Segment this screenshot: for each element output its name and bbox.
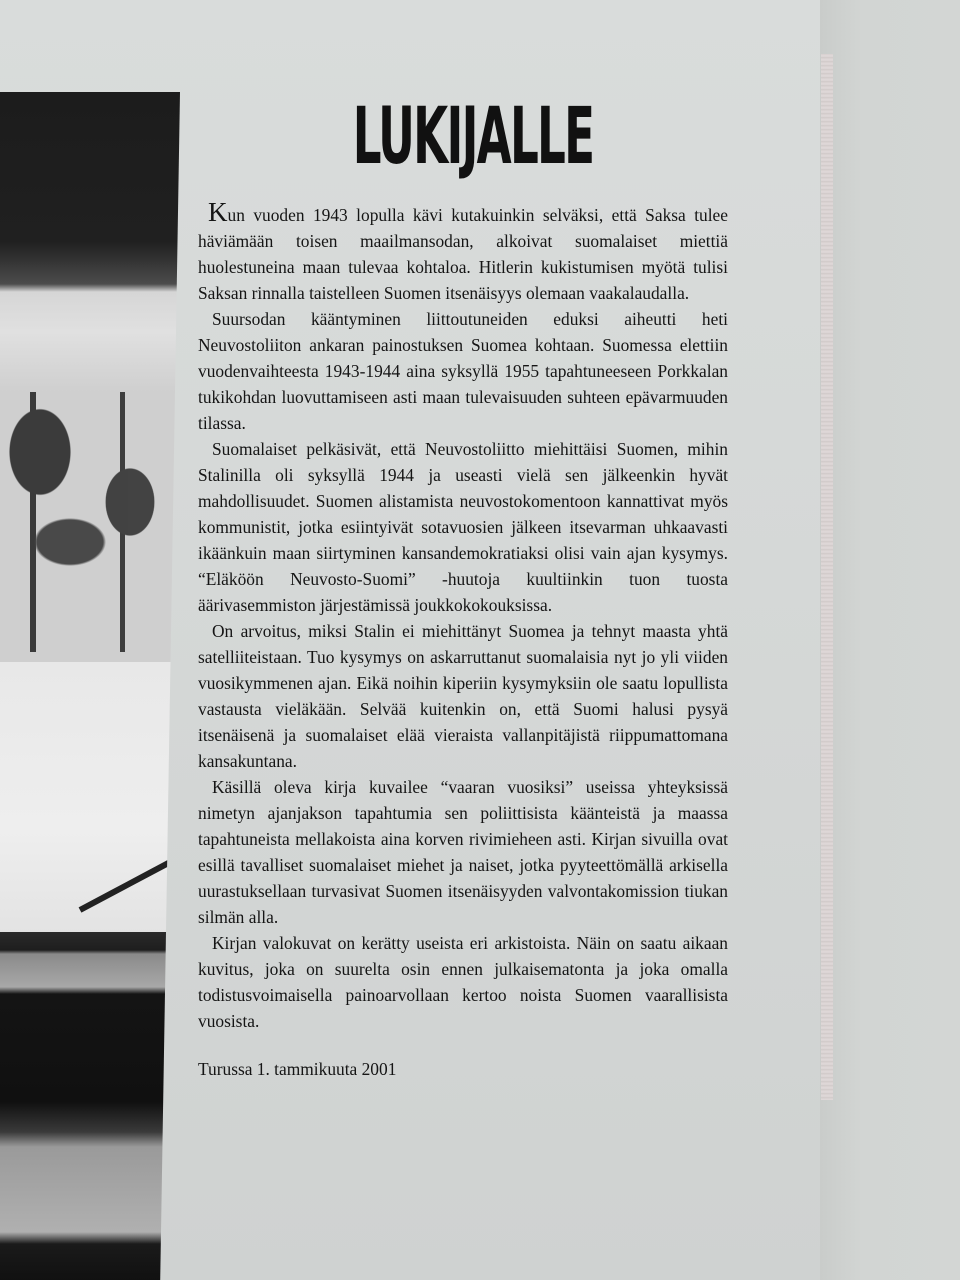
paragraph-6: Kirjan valokuvat on kerätty useista eri arkistoista. Näin on saatu aikaan kuvitus, joka on suurelta osin ennen julkaisematonta ja joka omalla todistusvoimaisella painoarvollaan kertoo noista Suomen vaarallisista vuosista. (198, 933, 728, 1031)
black-and-white-photo (0, 92, 180, 1280)
paragraph-3: Suomalaiset pelkäsivät, että Neuvostoliitto miehittäisi Suomen, mihin Stalinilla oli syksyllä 1944 ja useasti vielä sen jälkeenkin hyvät mahdollisuudet. Suomen alistamista neuvostokomentoon kannattivat myös kommunistit, jotka esiintyivät sotavuosien jälkeen itsevarman uhkaavasti ikäänkuin maan siirtyminen kansandemokratiaksi olisi vain ajan kysymys. “Eläköön Neuvosto-Suomi” -huutoja kuultiinkin tuon tuosta äärivasemmiston järjestämissä joukkokokouksissa. (198, 439, 728, 615)
background-surface (820, 0, 960, 1280)
page-stack-edge (821, 54, 833, 1100)
signature-line: Turussa 1. tammikuuta 2001 (198, 1059, 397, 1079)
page-title: LUKIJALLE (352, 92, 594, 182)
paragraph-text: un vuoden 1943 lopulla kävi kutakuinkin selväksi, että Saksa tulee häviämään toisen maailmansodan, alkoivat suomalaiset miettiä huolestuneina maan tulevaa kohtaloa. Hitlerin kukistumisen myötä tulisi Saksan rinnalla taistelleen Suomen itsenäisyys olemaan vaakalaudalla. (198, 205, 728, 303)
paragraph-4: On arvoitus, miksi Stalin ei miehittänyt Suomea ja tehnyt maasta yhtä satelliiteistaan. Tuo kysymys on askarruttanut suomalaisia nyt jo yli viiden vuosikymmenen ajan. Eikä noihin kiperiin kysymyksiin ole saatu lopullista vastausta vieläkään. Selvää kuitenkin on, että Suomi halusi pysyä itsenäisenä ja suomalaiset elää vieraista vallanpitäjistä riippumattomana kansakuntana. (198, 621, 728, 771)
drop-cap: K (208, 197, 228, 227)
photo-trees (0, 392, 180, 652)
photo-dashboard (0, 932, 180, 1280)
text-column (198, 92, 728, 1082)
paragraph-2: Suursodan kääntyminen liittoutuneiden eduksi aiheutti heti Neuvostoliiton ankaran painostuksen Suomea kohtaan. Suomessa elettiin vuodenvaihteesta 1943-1944 aina syksyllä 1955 tapahtuneeseen Porkkalan tukikohdan luovuttamiseen asti maan tulevaisuuden suhteen epävarmuuden tilassa. (198, 309, 728, 433)
paragraph-1 (198, 197, 728, 306)
paragraph-5: Käsillä oleva kirja kuvailee “vaaran vuosiksi” useissa yhteyksissä nimetyn ajanjakson tapahtumia sen poliittisista käänteistä ja maassa tapahtuneista mellakoista aina korven rivimieheen asti. Kirjan sivuilla ovat esillä tavalliset suomalaiset miehet ja naiset, jotka pyyteettömällä arkisella uurastuksellaan turvasivat Suomen itsenäisyyden valvontakomission tiukan silmän alla. (198, 777, 728, 927)
